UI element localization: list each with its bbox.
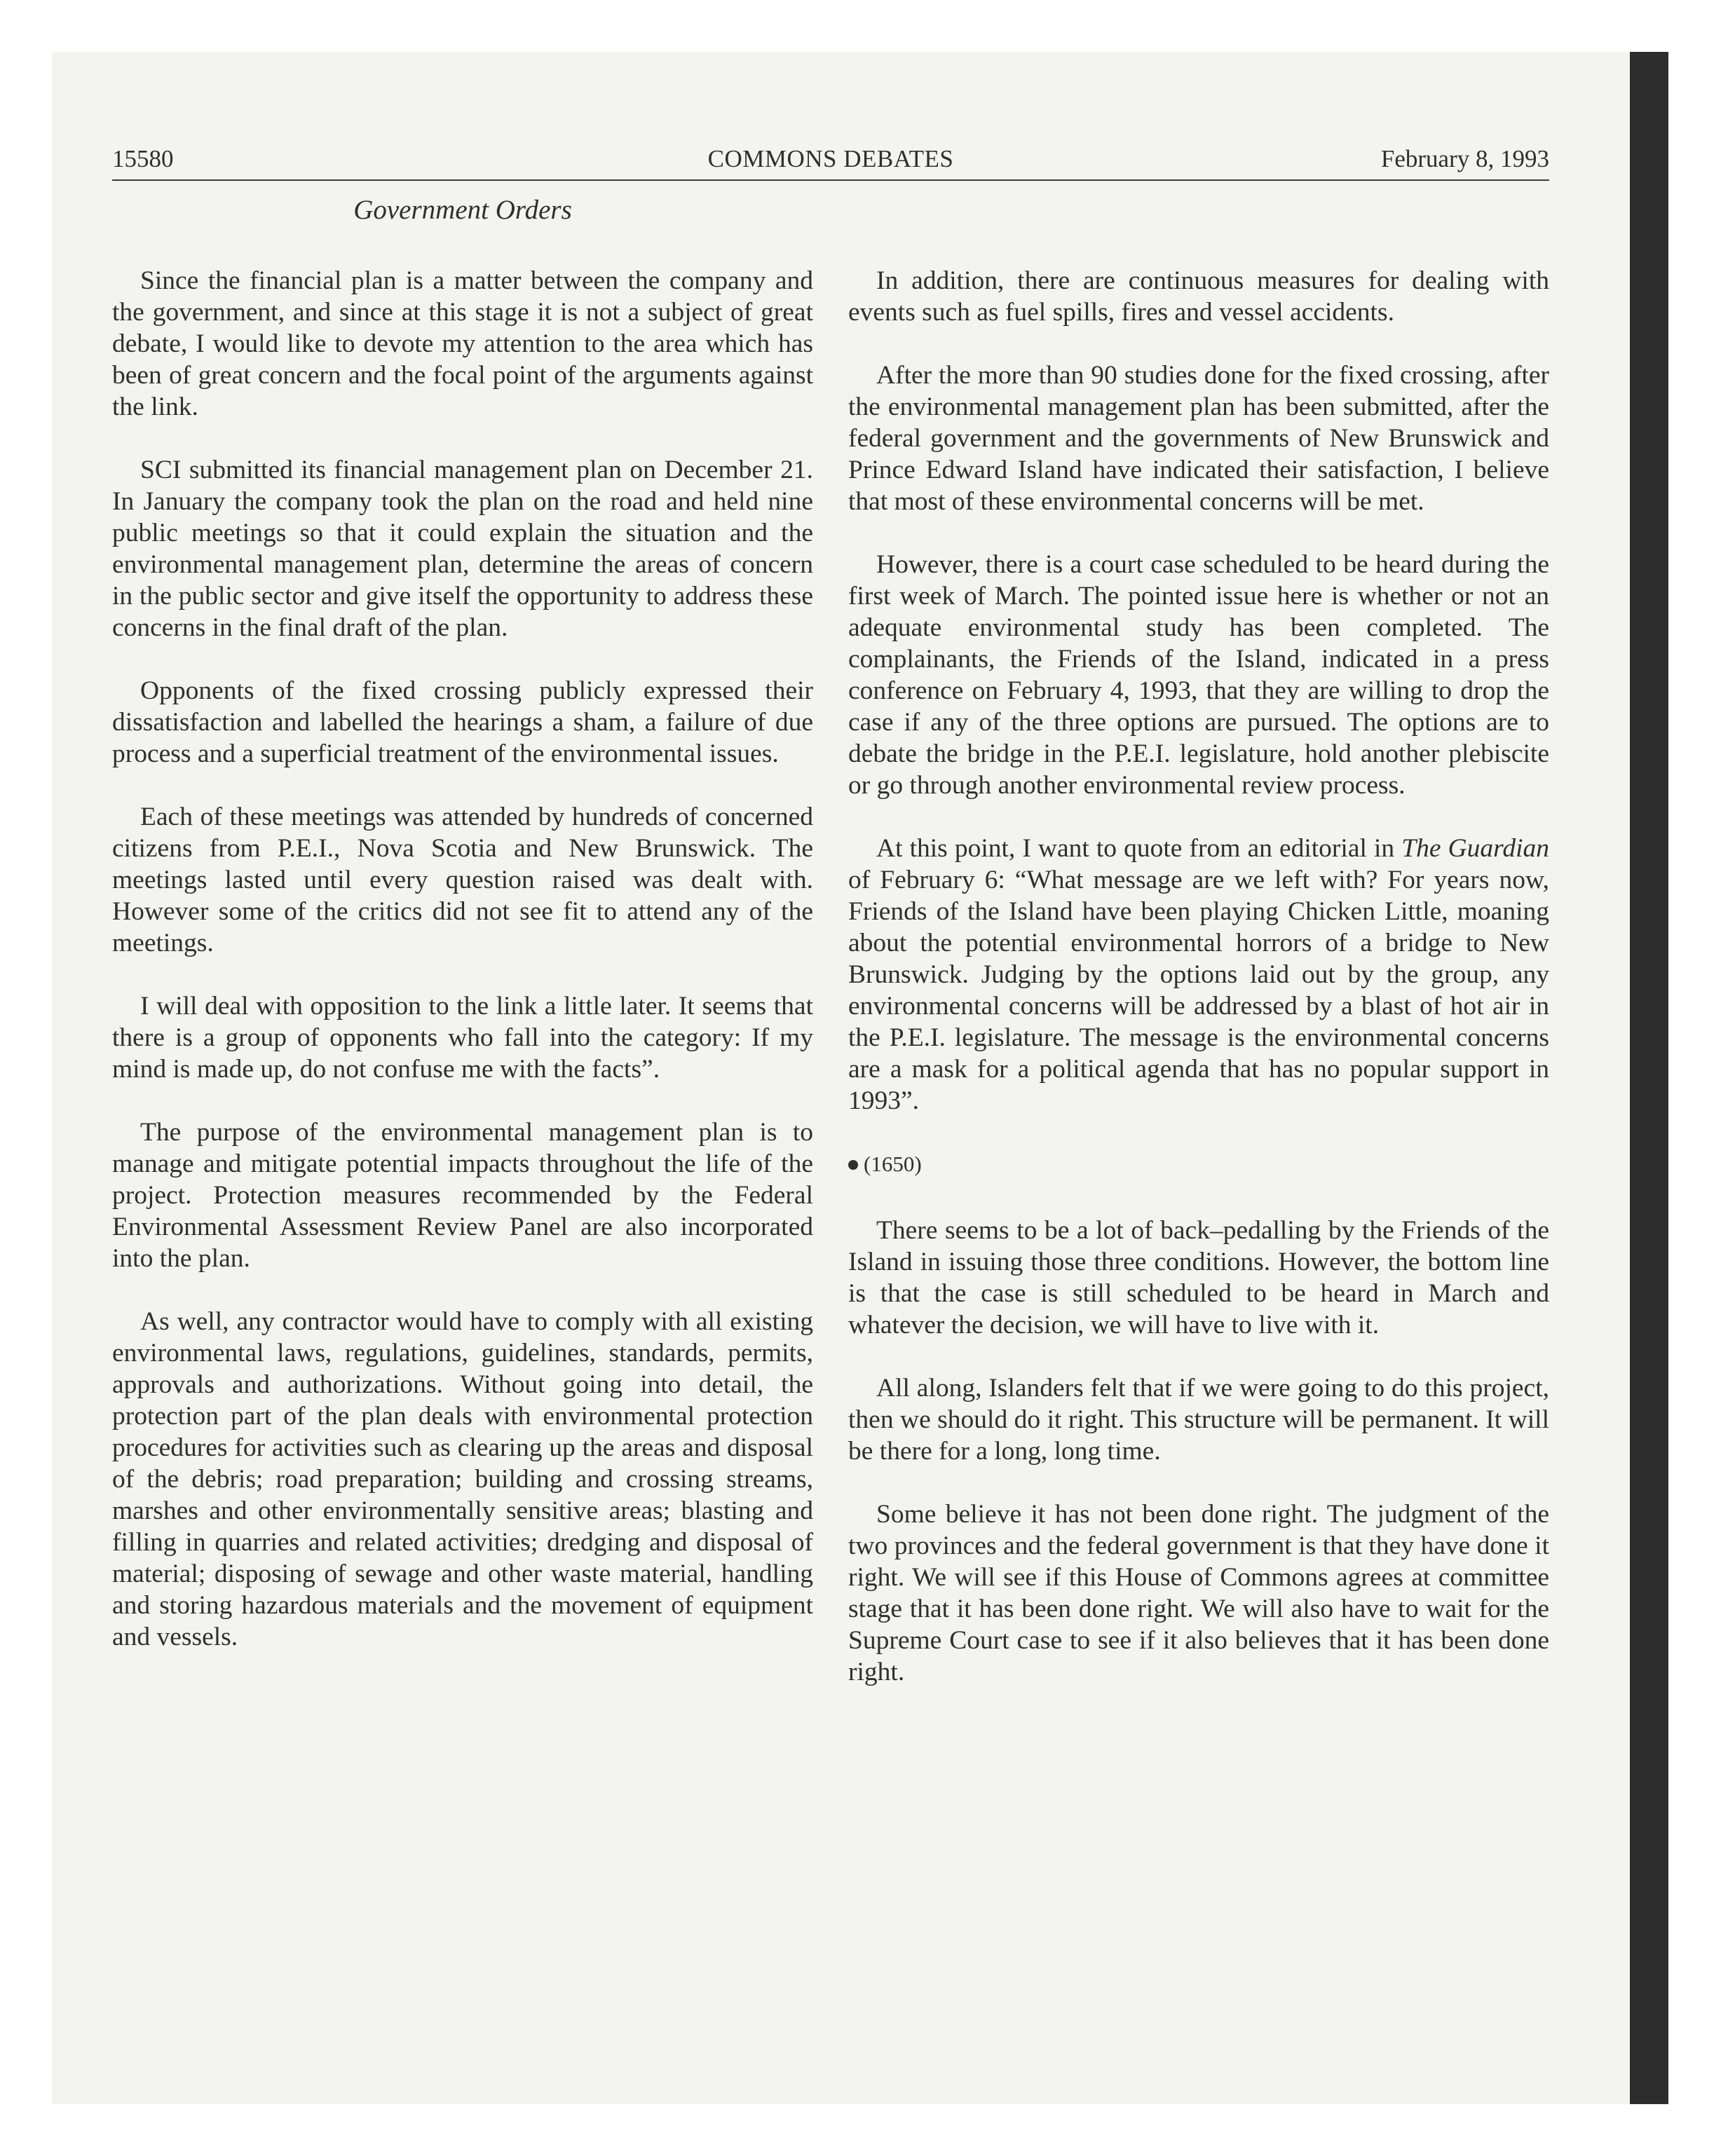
right-column <box>848 265 1549 1719</box>
document-page <box>112 140 1549 2005</box>
paragraph: I will deal with opposition to the link a little later. It seems that there is a group of opponents who fall into the category: If my mind is made up, do not confuse me with the facts”. <box>112 992 813 1084</box>
paragraph: All along, Islanders felt that if we were going to do this project, then we should do it right. This structure will be permanent. It will be there for a long, long time. <box>848 1374 1549 1466</box>
paragraph-lead-text: At this point, I want to quote from an editorial in <box>876 834 1402 863</box>
scan-edge-shadow <box>1630 52 1668 2104</box>
section-title: Government Orders <box>353 195 572 225</box>
paragraph: SCI submitted its financial management plan on December 21. In January the company took the plan on the road and held nine public meetings so that it could explain the situation and the environmental management plan, determine the areas of concern in the public sector and give itself the opportunity to address these concerns in the final draft of the plan. <box>112 456 813 642</box>
bullet-icon <box>848 1160 858 1170</box>
paragraph: Since the financial plan is a matter between the company and the government, and since at this stage it is not a subject of great debate, I would like to devote my attention to the area which has been of great concern and the focal point of the arguments against the link. <box>112 266 813 421</box>
paragraph: After the more than 90 studies done for the fixed crossing, after the environmental management plan has been submitted, after the federal government and the governments of New Brunswick and Prince Edward Island have indicated their satisfaction, I believe that most of these environmental concerns will be met. <box>848 361 1549 516</box>
paragraph: As well, any contractor would have to comply with all existing environmental laws, regulations, guidelines, standards, permits, approvals and authorizations. Without going into detail, the protection part of the plan deals with environmental protection procedures for activities such as clearing up the areas and disposal of the debris; road preparation; building and crossing streams, marshes and other environmentally sensitive areas; blasting and filling in quarries and related activities; dredging and disposal of material; disposing of sewage and other waste material, handling and storing hazardous materials and the movement of equipment and vessels. <box>112 1307 813 1651</box>
left-column <box>112 265 813 1684</box>
header-date: February 8, 1993 <box>1380 145 1549 172</box>
newspaper-title: The Guardian <box>1401 834 1549 863</box>
paragraph: The purpose of the environmental management plan is to manage and mitigate potential impacts throughout the life of the project. Protection measures recommended by the Federal Environmental Assessment Review Panel are also incorporated into the plan. <box>112 1118 813 1273</box>
paragraph: Each of these meetings was attended by hundreds of concerned citizens from P.E.I., Nova Scotia and New Brunswick. The meetings lasted until every question raised was dealt with. However some of the critics did not see fit to attend any of the meetings. <box>112 803 813 957</box>
page-number: 15580 <box>112 145 174 172</box>
paragraph: Some believe it has not been done right. The judgment of the two provinces and the federal government is that they have done it right. We will see if this House of Commons agrees at committee stage that it has been done right. We will also have to wait for the Supreme Court case to see if it also believes that it has been done right. <box>848 1500 1549 1686</box>
publication-title: COMMONS DEBATES <box>707 145 954 172</box>
paragraph-quote-text: of February 6: “What message are we left with? For years now, Friends of the Island have been playing Chicken Little, moaning about the potential environmental horrors of a bridge to New Brunswick. Judging by the options laid out by the group, any environmental concerns will be addressed by a blast of hot air in the P.E.I. legislature. The message is the environmental concerns are a mask for a political agenda that has no popular support in 1993”. <box>848 866 1549 1115</box>
quoted-editorial-paragraph <box>848 833 1549 1117</box>
paragraph: However, there is a court case scheduled to be heard during the first week of March. The pointed issue here is whether or not an adequate environmental study has been completed. The complainants, the Friends of the Island, indicated in a press conference on February 4, 1993, that they are willing to drop the case if any of the three options are pursued. The options are to debate the bridge in the P.E.I. legislature, hold another plebiscite or go through another environmental review process. <box>848 550 1549 800</box>
paragraph: There seems to be a lot of back–pedalling by the Friends of the Island in issuing those three conditions. However, the bottom line is that the case is still scheduled to be heard in March and whatever the decision, we will have to live with it. <box>848 1216 1549 1339</box>
paragraph: Opponents of the fixed crossing publicly expressed their dissatisfaction and labelled the hearings a sham, a failure of due process and a superficial treatment of the environmental issues. <box>112 676 813 768</box>
paragraph: In addition, there are continuous measures for dealing with events such as fuel spills, fires and vessel accidents. <box>848 266 1549 327</box>
running-header <box>112 140 1549 181</box>
time-marker-label: (1650) <box>864 1152 922 1176</box>
time-marker <box>848 1148 1549 1180</box>
